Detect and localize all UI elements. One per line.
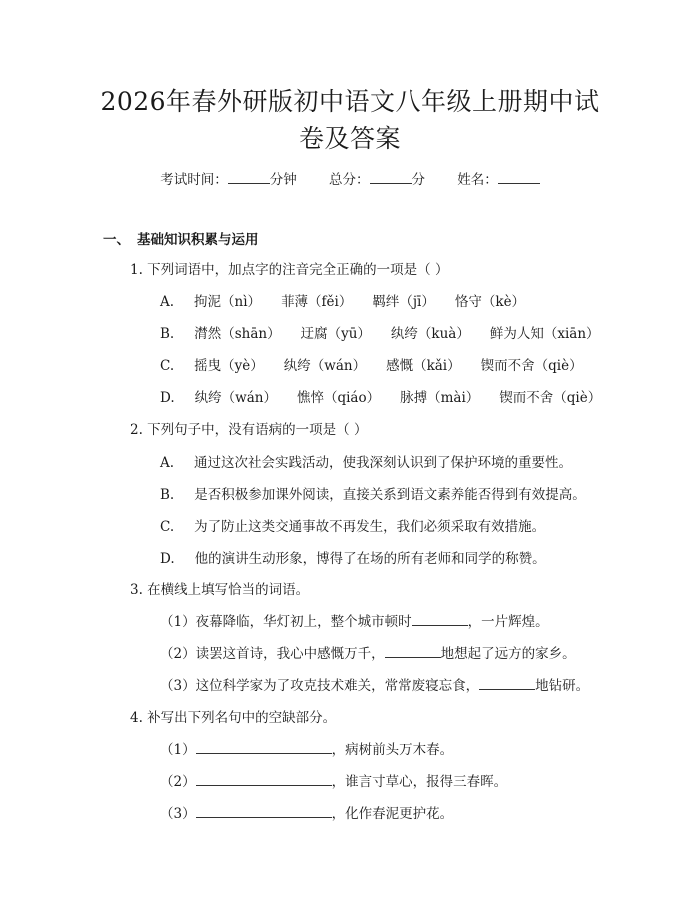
section-heading: [103, 230, 259, 250]
q3-item-3: [160, 676, 589, 696]
score-unit: 分: [411, 172, 425, 188]
time-blank: [228, 171, 270, 184]
q1-option-a: [160, 292, 525, 312]
option-term: 菲薄（fěi）: [281, 294, 353, 310]
option-term: 羁绊（jī）: [372, 294, 435, 310]
fill-blank[interactable]: [196, 773, 332, 786]
item-number: （3）: [160, 806, 196, 822]
q1-option-d: [160, 388, 601, 408]
score-label: 总分：: [329, 172, 370, 188]
section-title: 基础知识积累与运用: [137, 232, 259, 248]
fill-blank[interactable]: [196, 741, 332, 754]
option-term: 拘泥（nì）: [194, 294, 262, 310]
score-blank: [370, 171, 412, 184]
time-label: 考试时间：: [160, 172, 228, 188]
option-term: 鲜为人知（xiān）: [489, 326, 600, 342]
q3-item-2: [160, 644, 576, 664]
option-term: 憔悴（qiáo）: [296, 390, 381, 406]
name-blank: [498, 171, 540, 184]
q4-item-1: [160, 740, 453, 760]
q4-item-2: [160, 772, 507, 792]
item-text: 地钻研。: [535, 678, 590, 694]
option-term: 纨绔（kuà）: [390, 326, 470, 342]
item-text: （1）夜幕降临，华灯初上，整个城市顿时: [160, 614, 412, 630]
item-text: （2）读罢这首诗，我心中感慨万千，: [160, 646, 385, 662]
exam-time: [160, 172, 297, 188]
exam-meta: [0, 168, 700, 188]
option-term: 纨绔（wán）: [194, 390, 277, 406]
section-number: 一、: [103, 232, 130, 248]
exam-name: [457, 172, 540, 188]
option-text: 通过这次社会实践活动，使我深刻认识到了保护环境的重要性。: [194, 455, 573, 471]
q1-option-c: [160, 356, 583, 376]
option-label: C.: [160, 358, 175, 374]
option-label: A.: [160, 294, 175, 310]
question-1-stem: 1. 下列词语中，加点字的注音完全正确的一项是（ ）: [130, 262, 449, 278]
item-number: （2）: [160, 774, 196, 790]
q2-option-c: [160, 517, 545, 537]
item-text: 地想起了远方的家乡。: [440, 646, 576, 662]
option-term: 迂腐（yū）: [300, 326, 371, 342]
option-term: 锲而不舍（qiè）: [480, 358, 583, 374]
option-label: A.: [160, 455, 175, 471]
option-label: B.: [160, 326, 175, 342]
fill-blank[interactable]: [196, 805, 332, 818]
option-term: 感慨（kǎi）: [386, 358, 461, 374]
option-text: 为了防止这类交通事故不再发生，我们必须采取有效措施。: [194, 519, 546, 535]
fill-blank[interactable]: [385, 645, 441, 658]
item-number: （1）: [160, 742, 196, 758]
option-term: 潸然（shān）: [194, 326, 281, 342]
fill-blank[interactable]: [412, 613, 468, 626]
option-label: B.: [160, 487, 175, 503]
page-title: 2026年春外研版初中语文八年级上册期中试: [100, 87, 600, 116]
q2-option-a: [160, 453, 572, 473]
item-text: ，谁言寸草心，报得三春晖。: [331, 774, 508, 790]
q2-option-b: [160, 485, 586, 505]
question-4-stem: 4. 补写出下列名句中的空缺部分。: [130, 710, 337, 726]
item-text: （3）这位科学家为了攻克技术难关，常常废寝忘食，: [160, 678, 480, 694]
question-2-stem: 2. 下列句子中，没有语病的一项是（ ）: [130, 422, 368, 438]
option-label: D.: [160, 551, 175, 567]
q3-item-1: [160, 612, 549, 632]
option-text: 他的演讲生动形象，博得了在场的所有老师和同学的称赞。: [194, 551, 546, 567]
page-title-line2: 卷及答案: [298, 124, 401, 153]
item-text: ，化作春泥更护花。: [331, 806, 454, 822]
option-label: D.: [160, 390, 175, 406]
option-label: C.: [160, 519, 175, 535]
question-3-stem: 3. 在横线上填写恰当的词语。: [130, 582, 310, 598]
item-text: ，病树前头万木春。: [331, 742, 454, 758]
option-term: 纨绔（wán）: [283, 358, 367, 374]
option-term: 锲而不舍（qiè）: [499, 390, 602, 406]
q2-option-d: [160, 549, 546, 569]
time-unit: 分钟: [269, 172, 297, 188]
q1-option-b: [160, 324, 600, 344]
name-label: 姓名：: [457, 172, 498, 188]
option-term: 恪守（kè）: [454, 294, 526, 310]
q4-item-3: [160, 804, 453, 824]
exam-score: [329, 172, 425, 188]
option-term: 摇曳（yè）: [194, 358, 264, 374]
fill-blank[interactable]: [479, 677, 535, 690]
item-text: ，一片辉煌。: [467, 614, 549, 630]
option-text: 是否积极参加课外阅读，直接关系到语文素养能否得到有效提高。: [194, 487, 586, 503]
option-term: 脉搏（mài）: [400, 390, 480, 406]
